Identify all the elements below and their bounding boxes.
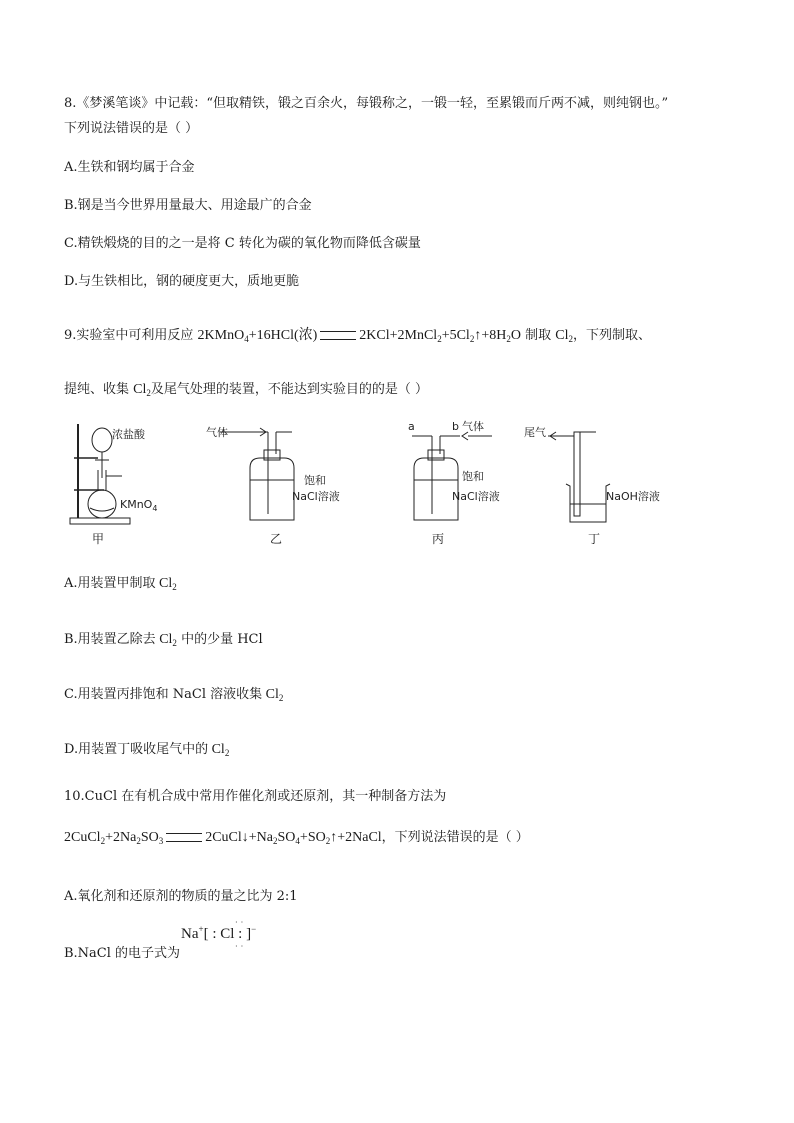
q9-option-b: B.用装置乙除去 $Cl_2$ 中的少量 HCl [64, 632, 263, 648]
label-conc-hcl: 浓盐酸 [112, 428, 145, 441]
label-nacl-bing: NaCl溶液 [452, 490, 500, 503]
svg-text:KMnO4: KMnO$_4$ [120, 498, 158, 513]
caption-yi: 乙 [270, 532, 283, 546]
q8-option-b: B.钢是当今世界用量最大、用途最广的合金 [64, 198, 312, 213]
label-saturated-yi: 饱和 [304, 474, 326, 487]
q8-option-d: D.与生铁相比，钢的硬度更大，质地更脆 [64, 274, 300, 289]
q9-equation: 2KMnO$_4$+16HCl(浓) $2KCl+2MnCl_2+5Cl_2↑+8H_2O$ [197, 328, 521, 344]
q10-option-a: A.氧化剂和还原剂的物质的量之比为 2:1 [64, 889, 298, 904]
apparatus-ding [522, 418, 682, 532]
label-b: b [452, 420, 459, 433]
q10-equation: $2CuCl_2+2Na_2SO_3$ $2CuCl↓+Na_2SO_4+SO_2↑+2NaCl$ [64, 830, 382, 846]
caption-ding: 丁 [588, 532, 601, 546]
q10-stem-line1: 10.CuCl 在有机合成中常用作催化剂或还原剂，其一种制备方法为 [64, 789, 447, 804]
q8-stem-line2: 下列说法错误的是（ ） [64, 121, 199, 136]
nacl-electron-formula: Na+[ : Cl : ]− ·· ·· [181, 918, 257, 951]
caption-bing: 丙 [432, 532, 445, 546]
q8-stem-line1: 8.《梦溪笔谈》中记载：“但取精铁，锻之百余火，每锻称之，一锻一轻，至累锻而斤两不减，则纯钢也。” [64, 96, 669, 111]
lone-pair-dots-top: ·· [235, 918, 247, 927]
apparatus-yi [200, 418, 360, 532]
label-gas-bing: 气体 [462, 420, 484, 433]
label-a: a [408, 420, 415, 433]
q9-option-a: A.用装置甲制取 $Cl_2$ [64, 576, 177, 592]
q10-option-b: B.NaCl 的电子式为 [64, 946, 181, 961]
apparatus-jia [64, 418, 184, 532]
caption-jia: 甲 [92, 532, 105, 546]
lone-pair-dots-bottom: ·· [235, 942, 247, 951]
q9-option-c: C.用装置丙排饱和 NaCl 溶液收集 $Cl_2$ [64, 687, 284, 703]
label-nacl-yi: NaCl溶液 [292, 490, 340, 503]
q9-option-d: D.用装置丁吸收尾气中的 $Cl_2$ [64, 742, 230, 758]
q8-option-c: C.精铁煅烧的目的之一是将 C 转化为碳的氧化物而降低含碳量 [64, 236, 421, 251]
q8-option-a: A.生铁和钢均属于合金 [64, 160, 195, 175]
label-gas-yi: 气体 [206, 426, 228, 439]
q9-stem-line2: 提纯、收集 $Cl_2$及尾气处理的装置，不能达到实验目的的是（ ） [64, 382, 429, 398]
q9-stem-line1: 9.实验室中可利用反应 2KMnO$_4$+16HCl(浓) $2KCl+2MnCl_2+5Cl_2↑+8H_2O$ 制取 $Cl_2$，下列制取、 [64, 328, 652, 344]
label-kmno4: KMnO [120, 498, 153, 511]
label-tail-gas: 尾气 [524, 426, 546, 439]
label-saturated-bing: 饱和 [462, 470, 484, 483]
label-naoh: NaOH溶液 [606, 490, 660, 503]
apparatus-bing [400, 418, 540, 532]
q10-stem-line2: $2CuCl_2+2Na_2SO_3$ $2CuCl↓+Na_2SO_4+SO_2↑+2NaCl$，下列说法错误的是（ ） [64, 830, 529, 846]
